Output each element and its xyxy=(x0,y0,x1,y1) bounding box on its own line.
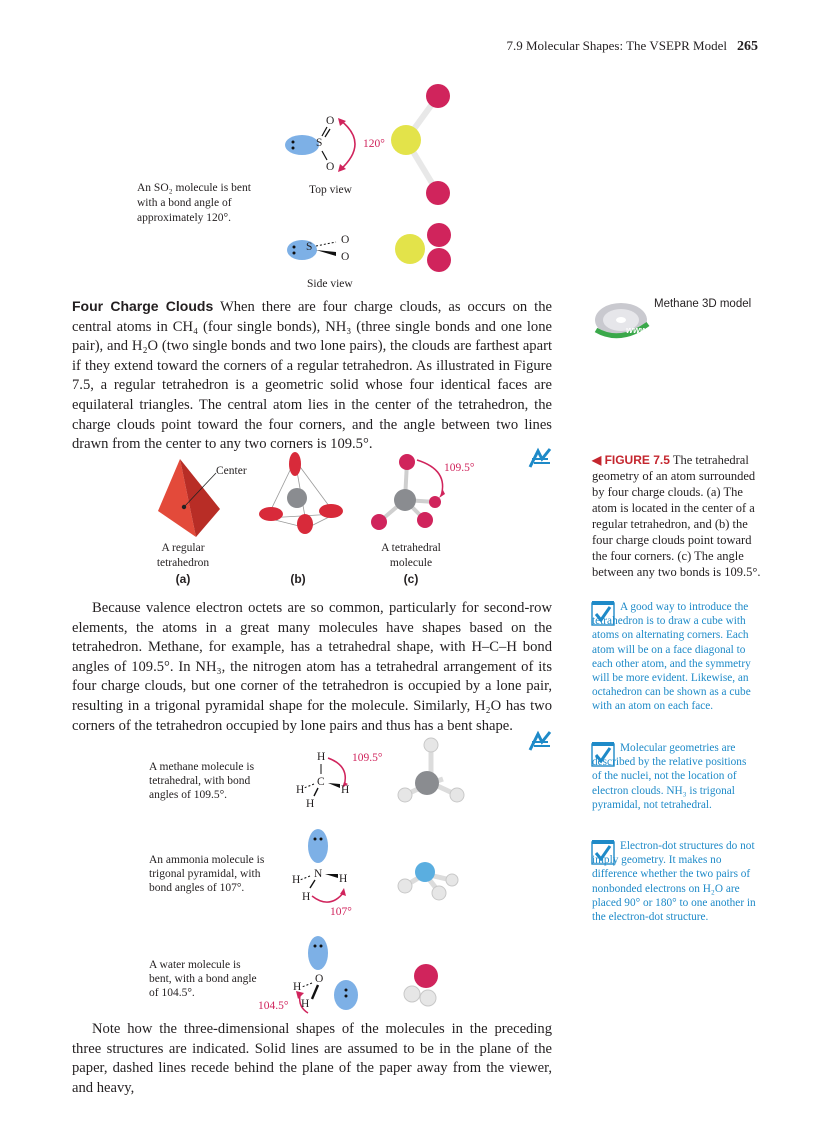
angle-arc xyxy=(340,120,355,170)
water-atom-h-bottom: H xyxy=(301,998,310,1010)
ammonia-angle-label: 107° xyxy=(330,906,352,918)
section-heading: Four Charge Clouds xyxy=(72,298,214,314)
so2-top-view-label: Top view xyxy=(309,184,352,196)
ammonia-caption: An ammonia molecule is trigonal pyramidal, with bond angles of 107°. xyxy=(149,854,265,894)
ammonia-atom-h-left: H xyxy=(292,874,301,886)
so2-atom-o-bottom: O xyxy=(326,161,335,173)
lone-pair-dot xyxy=(314,838,317,841)
margin-note-1: A good way to introduce the tetrahedron is to draw a cube with atoms on alternating corners. Each atom will be on a face diagonal to each other atom, and the symmetry will be more evident. Likewise, an octahedron can be shown as a cube with an atom on each face. xyxy=(592,601,751,713)
so2-caption: An SO₂ molecule is bent with a bond angle of approximately 120°. xyxy=(137,182,251,224)
lone-pair-dot xyxy=(345,995,348,998)
methane-ball-model xyxy=(395,735,475,810)
oxygen-atom xyxy=(371,514,387,530)
sub-label-a: (a) xyxy=(175,572,191,586)
page-header xyxy=(506,38,758,55)
methane-atom-h-bottom: H xyxy=(306,798,315,810)
methane-atom-c: C xyxy=(317,776,325,788)
lone-pair-dot xyxy=(320,945,323,948)
water-atom-h-left: H xyxy=(293,981,302,993)
carbon-atom xyxy=(415,771,439,795)
valence-paragraph: Because valence electron octets are so common, particularly for second-row elements, the atoms in a great many molecules have shapes based on the tetrahedron. Methane, for example, has a tetrahedral shape, with H–C–H bond angles of 109.5°. In NH₃, the nitrogen atom has a tetrahedral arrangement of its four charge clouds, but one corner of the tetrahedron is occupied by a lone pair, resulting in a trigonal pyramidal shape for the molecule. Similarly, H₂O has two corners of the tetrahedron occupied by lone pairs and thus has a bent shape. xyxy=(72,600,552,734)
methane-3d-model-link[interactable]: Methane 3D model xyxy=(654,298,752,310)
section-title: 7.9 Molecular Shapes: The VSEPR Model xyxy=(506,38,727,53)
oxygen-atom xyxy=(426,181,450,205)
margin-note-2: Molecular geometries are described by the relative positions of the nuclei, not the location of electron clouds. NH₃ is trigonal pyramidal, not tetrahedral. xyxy=(592,742,747,811)
figure-title: ◀ FIGURE 7.5 xyxy=(592,453,670,467)
hydrogen-atom xyxy=(404,986,420,1002)
water-angle-label: 104.5° xyxy=(258,1000,289,1012)
methane-atom-h-left: H xyxy=(296,784,305,796)
lone-pair-dot xyxy=(293,246,296,249)
chemistry-activity-icon[interactable] xyxy=(528,730,552,754)
oxygen-atom xyxy=(427,223,451,247)
ammonia-atom-h-bottom: H xyxy=(302,891,311,903)
angle-arc xyxy=(312,892,344,902)
so2-angle-label: 120° xyxy=(363,138,385,150)
oxygen-atom xyxy=(399,454,415,470)
so2-lone-pair-cloud xyxy=(285,135,319,155)
oxygen-atom xyxy=(417,512,433,528)
so2-side-view-diagram xyxy=(284,232,364,272)
methane-angle-label: 109.5° xyxy=(352,752,383,764)
hydrogen-atom xyxy=(398,879,412,893)
hydrogen-atom xyxy=(432,886,446,900)
oxygen-atom xyxy=(426,84,450,108)
sulfur-atom xyxy=(395,234,425,264)
lone-pair-dot xyxy=(293,252,296,255)
hydrogen-atom xyxy=(424,738,438,752)
so2-top-view-model xyxy=(390,80,470,230)
ammonia-lewis-diagram xyxy=(288,826,363,918)
so2-side-atom-o-bottom: O xyxy=(341,251,350,263)
closing-paragraph: Note how the three-dimensional shapes of the molecules in the preceding three structures are indicated. Solid lines are assumed to be in the plane of the paper, dashed lines recede behind the plane of the paper away from the viewer, and heavy, xyxy=(72,1021,552,1096)
hydrogen-atom xyxy=(446,874,458,886)
ammonia-atom-n: N xyxy=(314,868,323,880)
www-badge[interactable]: www xyxy=(626,325,648,335)
hydrogen-atom xyxy=(420,990,436,1006)
carbon-atom xyxy=(287,488,307,508)
so2-side-atom-s: S xyxy=(306,241,313,253)
figure-caption-text: The tetrahedral geometry of an atom surrounded by four charge clouds. (a) The atom is located in the center of a regular tetrahedron, and (b) the four charge clouds point toward the four corners. (c) The angle between any two bonds is 109.5°. xyxy=(592,453,761,579)
lone-pair-dot xyxy=(292,147,295,150)
carbon-atom xyxy=(394,489,416,511)
so2-side-view-label: Side view xyxy=(307,278,353,290)
so2-side-view-model xyxy=(395,222,465,282)
sulfur-atom xyxy=(391,125,421,155)
chemistry-activity-icon[interactable] xyxy=(528,447,552,471)
four-clouds-section xyxy=(72,297,552,455)
sub-label-b: (b) xyxy=(290,572,306,586)
lone-pair-dot xyxy=(314,945,317,948)
label-c: A tetrahedral molecule xyxy=(381,542,441,569)
so2-side-atom-o-top: O xyxy=(341,234,350,246)
label-a: A regular tetrahedron xyxy=(156,542,210,569)
margin-note-3: Electron-dot structures do not imply geometry. It makes no difference whether the two pairs of nonbonded electrons on H₂O are placed 90° or 180° to one another in the electron-dot structure. xyxy=(592,840,756,924)
water-atom-o: O xyxy=(315,973,324,985)
angle-arc xyxy=(417,460,443,496)
oxygen-atom xyxy=(414,964,438,988)
methane-atom-h-right: H xyxy=(341,784,350,796)
center-label: Center xyxy=(216,465,247,477)
hydrogen-atom xyxy=(398,788,412,802)
lone-pair-dot xyxy=(292,141,295,144)
four-clouds-paragraph: When there are four charge clouds, as occurs on the central atoms in CH₄ (four single bonds), NH₃ (three single bonds and one lone pair), and H₂O (two single bonds and two lone pairs), the clouds are farthest apart if they extend toward the corners of a regular tetrahedron. As illustrated in Figure 7.5, a regular tetrahedron is a geometric solid whose four identical faces are equilateral triangles. The central atom lies in the center of the tetrahedron, the charge clouds point toward the four corners, and the angle between two lines drawn from the center to any two corners is 109.5°. xyxy=(72,299,553,453)
nitrogen-atom xyxy=(415,862,435,882)
charge-cloud-tetrahedron xyxy=(255,448,350,543)
lone-pair-cloud xyxy=(308,829,328,863)
sub-label-c: (c) xyxy=(403,572,419,586)
tetrahedral-molecule-model xyxy=(365,450,455,540)
page-number: 265 xyxy=(737,39,758,54)
methane-caption: A methane molecule is tetrahedral, with bond angles of 109.5°. xyxy=(149,761,255,801)
lone-pair-dot xyxy=(345,989,348,992)
so2-lone-pair-cloud xyxy=(287,240,317,260)
ammonia-ball-model xyxy=(395,858,465,903)
hydrogen-atom xyxy=(450,788,464,802)
water-ball-model xyxy=(400,960,450,1010)
so2-atom-s: S xyxy=(316,137,323,149)
water-caption: A water molecule is bent, with a bond angle of 104.5°. xyxy=(149,959,257,999)
figure-7-5-caption xyxy=(592,452,764,580)
ammonia-atom-h-right: H xyxy=(339,873,348,885)
tetrahedral-angle-label: 109.5° xyxy=(444,462,475,474)
cd-disc-icon[interactable] xyxy=(590,300,652,342)
lone-pair-dot xyxy=(320,838,323,841)
lone-pair-cloud xyxy=(308,936,328,970)
so2-atom-o-top: O xyxy=(326,115,335,127)
oxygen-atom xyxy=(427,248,451,272)
angle-arc xyxy=(328,758,345,786)
methane-atom-h-top: H xyxy=(317,751,326,763)
